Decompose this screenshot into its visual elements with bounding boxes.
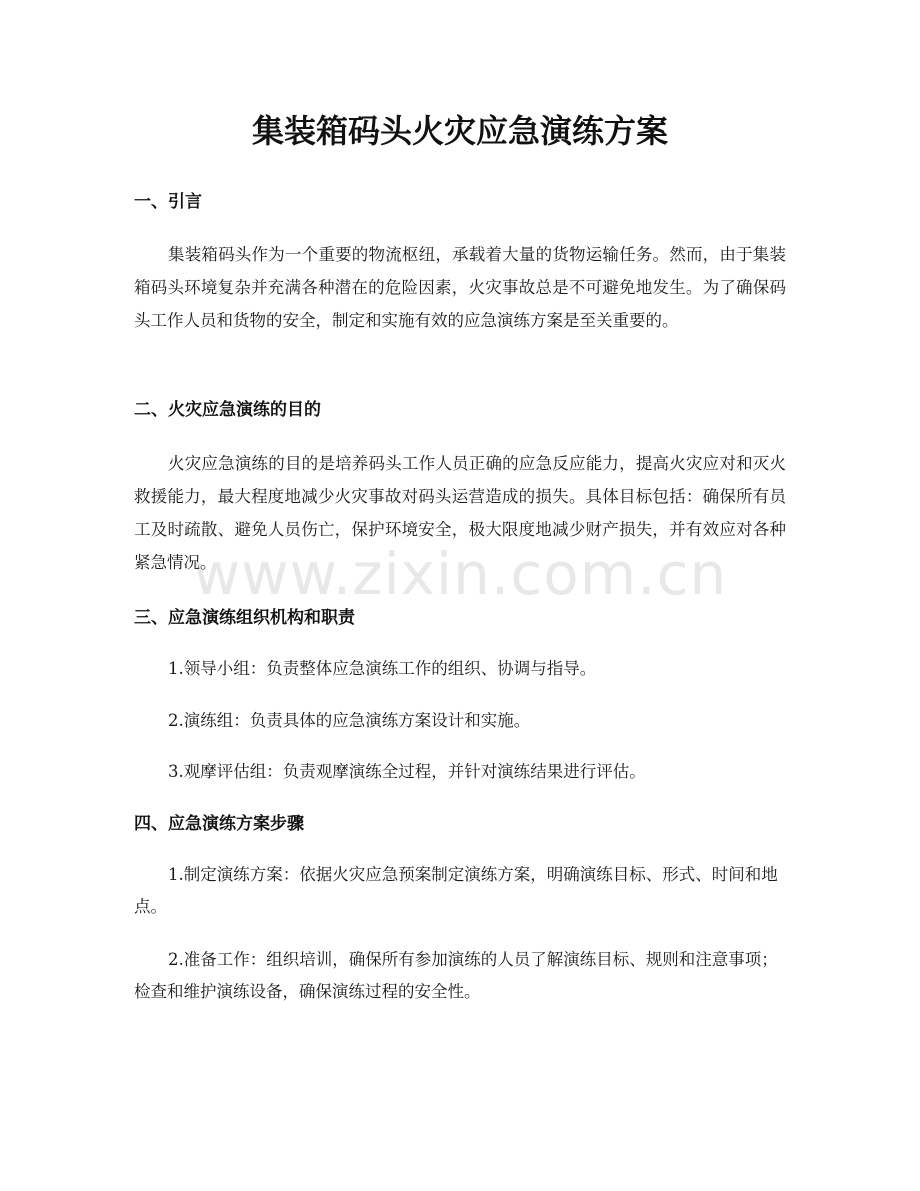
list-item: 3.观摩评估组：负责观摩演练全过程，并针对演练结果进行评估。 (168, 762, 646, 781)
section-heading-intro: 一、引言 (134, 192, 202, 212)
purpose-paragraph: 火灾应急演练的目的是培养码头工作人员正确的应急反应能力，提高火灾应对和灭火救援能力，最大程度地减少火灾事故对码头运营造成的损失。具体目标包括：确保所有员工及时疏散、避免人员伤亡，保护环境安全，极大限度地减少财产损失，并有效应对各种紧急情况。 (134, 454, 786, 572)
watermark: www.zixin.com.cn (192, 540, 728, 608)
document-title: 集装箱码头火灾应急演练方案 (251, 112, 668, 150)
section-heading-purpose: 二、火灾应急演练的目的 (134, 400, 321, 420)
list-item: 2.准备工作：组织培训，确保所有参加演练的人员了解演练目标、规则和注意事项；检查和维护演练设备，确保演练过程的安全性。 (134, 950, 778, 1001)
list-item: 1.制定演练方案：依据火灾应急预案制定演练方案，明确演练目标、形式、时间和地点。 (134, 865, 778, 916)
intro-paragraph: 集装箱码头作为一个重要的物流枢纽，承载着大量的货物运输任务。然而，由于集装箱码头环境复杂并充满各种潜在的危险因素，火灾事故总是不可避免地发生。为了确保码头工作人员和货物的安全，制定和实施有效的应急演练方案是至关重要的。 (134, 245, 786, 330)
list-item: 2.演练组：负责具体的应急演练方案设计和实施。 (168, 711, 531, 730)
list-item: 1.领导小组：负责整体应急演练工作的组织、协调与指导。 (168, 659, 597, 678)
section-heading-organization: 三、应急演练组织机构和职责 (134, 608, 355, 628)
section-heading-steps: 四、应急演练方案步骤 (134, 814, 304, 834)
